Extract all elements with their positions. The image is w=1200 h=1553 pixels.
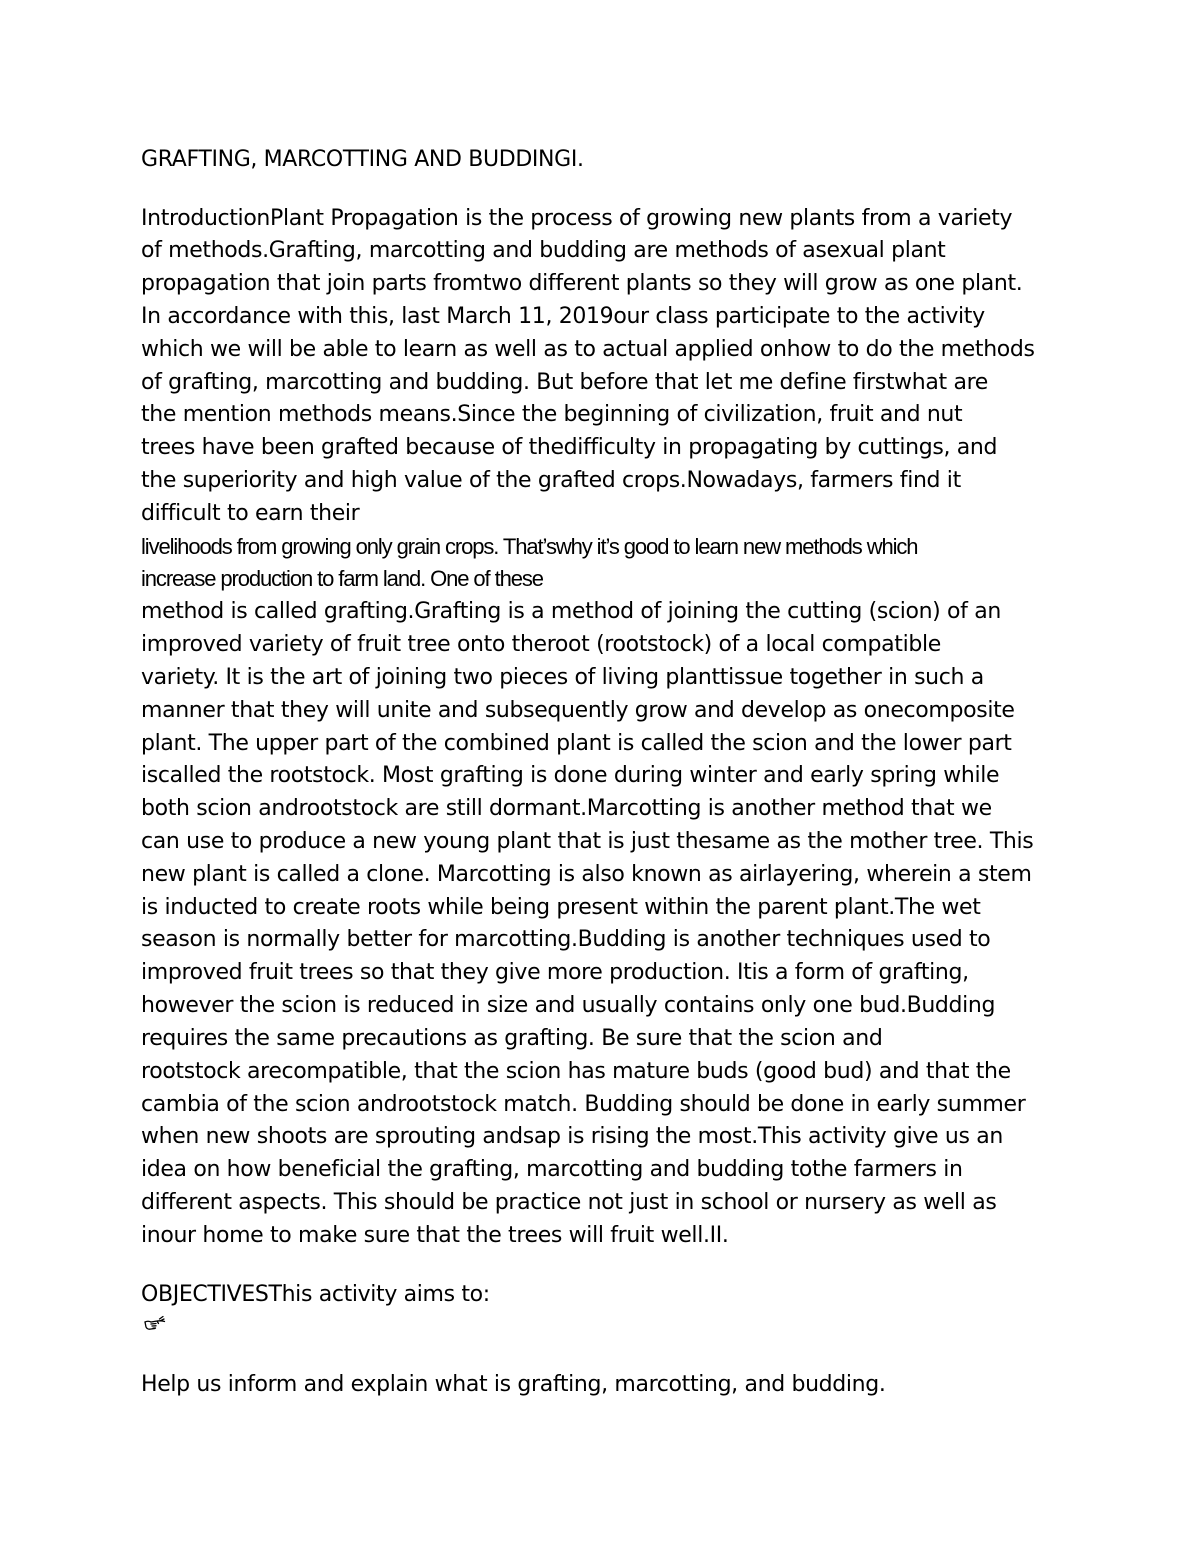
paragraph-line: cambia of the scion androotstock match. Budding should be done in early summer [141,1092,1026,1117]
paragraph-line: propagation that join parts fromtwo different plants so they will grow as one plant. [141,271,1023,296]
paragraph-line: iscalled the rootstock. Most grafting is done during winter and early spring while [141,763,1000,788]
paragraph-line: IntroductionPlant Propagation is the process of growing new plants from a variety [141,206,1013,231]
paragraph-line: In accordance with this, last March 11, 2019our class participate to the activity [141,304,985,329]
paragraph-line: method is called grafting.Grafting is a method of joining the cutting (scion) of an [141,599,1001,624]
paragraph-line: new plant is called a clone. Marcotting is also known as airlayering, wherein a stem [141,862,1032,887]
paragraph-line: different aspects. This should be practice not just in school or nursery as well as [141,1190,997,1215]
paragraph-line: season is normally better for marcotting.Budding is another techniques used to [141,927,991,952]
paragraph-line: requires the same precautions as grafting. Be sure that the scion and [141,1026,883,1051]
paragraph-line: idea on how beneficial the grafting, marcotting and budding tothe farmers in [141,1157,963,1182]
pointing-hand-icon [143,1313,167,1337]
paragraph-line: increase production to farm land. One of these [141,566,543,591]
paragraph-line: the mention methods means.Since the beginning of civilization, fruit and nut [141,402,963,427]
paragraph-line: of grafting, marcotting and budding. But before that let me define firstwhat are [141,370,988,395]
paragraph-line: plant. The upper part of the combined plant is called the scion and the lower part [141,731,1012,756]
paragraph-line: is inducted to create roots while being present within the parent plant.The wet [141,895,981,920]
paragraph-line: however the scion is reduced in size and usually contains only one bud.Budding [141,993,996,1018]
paragraph-line: when new shoots are sprouting andsap is rising the most.This activity give us an [141,1124,1003,1149]
paragraph-line: manner that they will unite and subsequently grow and develop as onecomposite [141,698,1015,723]
objectives-heading: OBJECTIVESThis activity aims to: [141,1282,490,1307]
paragraph-line: which we will be able to learn as well as to actual applied onhow to do the methods [141,337,1035,362]
paragraph-line: difficult to earn their [141,501,360,526]
paragraph-line: of methods.Grafting, marcotting and budding are methods of asexual plant [141,238,946,263]
paragraph-line: can use to produce a new young plant that is just thesame as the mother tree. This [141,829,1034,854]
paragraph-line: rootstock arecompatible, that the scion has mature buds (good bud) and that the [141,1059,1011,1084]
paragraph-line: improved fruit trees so that they give more production. Itis a form of grafting, [141,960,969,985]
paragraph-line: improved variety of fruit tree onto theroot (rootstock) of a local compatible [141,632,941,657]
paragraph-line: both scion androotstock are still dormant.Marcotting is another method that we [141,796,992,821]
paragraph-line: inour home to make sure that the trees will fruit well.II. [141,1223,729,1248]
document-title: GRAFTING, MARCOTTING AND BUDDINGI. [141,147,584,172]
paragraph-line: livelihoods from growing only grain crops. That’swhy it’s good to learn new methods which [141,534,918,559]
objective-item: Help us inform and explain what is grafting, marcotting, and budding. [141,1372,886,1397]
paragraph-line: trees have been grafted because of thedifficulty in propagating by cuttings, and [141,435,998,460]
paragraph-line: the superiority and high value of the grafted crops.Nowadays, farmers find it [141,468,961,493]
paragraph-line: variety. It is the art of joining two pieces of living planttissue together in such a [141,665,984,690]
